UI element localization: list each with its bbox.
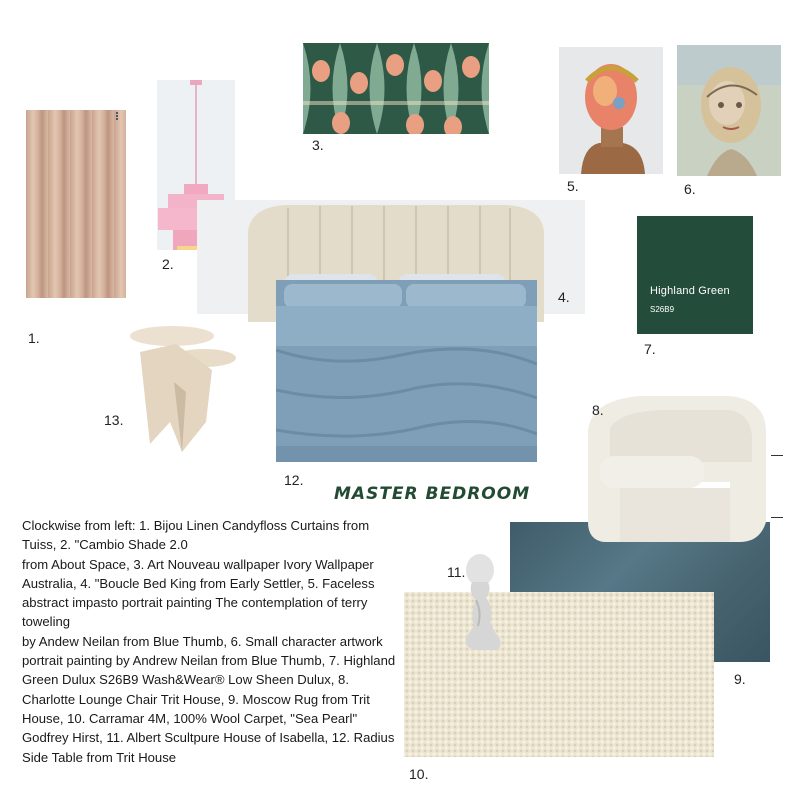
divider: [771, 455, 783, 456]
paint-swatch: [637, 216, 753, 334]
label-9: 9.: [734, 671, 746, 687]
label-8: 8.: [592, 402, 604, 418]
portrait-painting-image: [559, 47, 663, 174]
board-title: MASTER BEDROOM: [334, 484, 531, 504]
label-12: 12.: [284, 472, 304, 488]
label-6: 6.: [684, 181, 696, 197]
label-11: 11.: [447, 564, 466, 580]
label-1: 1.: [28, 330, 40, 346]
side-table-image: [126, 322, 238, 454]
curtain-image: [26, 110, 126, 298]
bed-linen-image: [276, 280, 537, 462]
board-description: Clockwise from left: 1. Bijou Linen Candyfloss Curtains from Tuiss, 2. "Cambio Shade 2.0 from About Space, 3. Art Nouveau wallpaper Ivory Wallpaper Australia, 4. "Boucle Bed King from Early Settler, 5. Faceless abstract impasto portrait painting The contemplation of terry toweling by Andew Neilan from Blue Thumb, 6. Small character artwork portrait painting by Andrew Neilan from Blue Thumb, 7. Highland Green Dulux S26B9 Wash&Wear® Low Sheen Dulux, 8. Charlotte Lounge Chair Trit House, 9. Moscow Rug from Trit House, 10. Carramar 4M, 100% Wool Carpet, "Sea Pearl" Godfrey Hirst, 11. Albert Scultpure House of Isabella, 12. Radius Side Table from Trit House: [22, 518, 396, 765]
label-7: 7.: [644, 341, 656, 357]
lounge-chair-image: [580, 392, 770, 552]
label-2: 2.: [162, 256, 174, 272]
divider: [771, 517, 783, 518]
portrait-painting-image: [677, 45, 781, 176]
label-3: 3.: [312, 137, 324, 153]
label-4: 4.: [558, 289, 570, 305]
label-5: 5.: [567, 178, 579, 194]
wallpaper-image: [303, 43, 489, 134]
label-13: 13.: [104, 412, 124, 428]
label-10: 10.: [409, 766, 429, 782]
swatch-name: Highland Green: [650, 285, 730, 297]
swatch-code: S26B9: [650, 305, 675, 314]
